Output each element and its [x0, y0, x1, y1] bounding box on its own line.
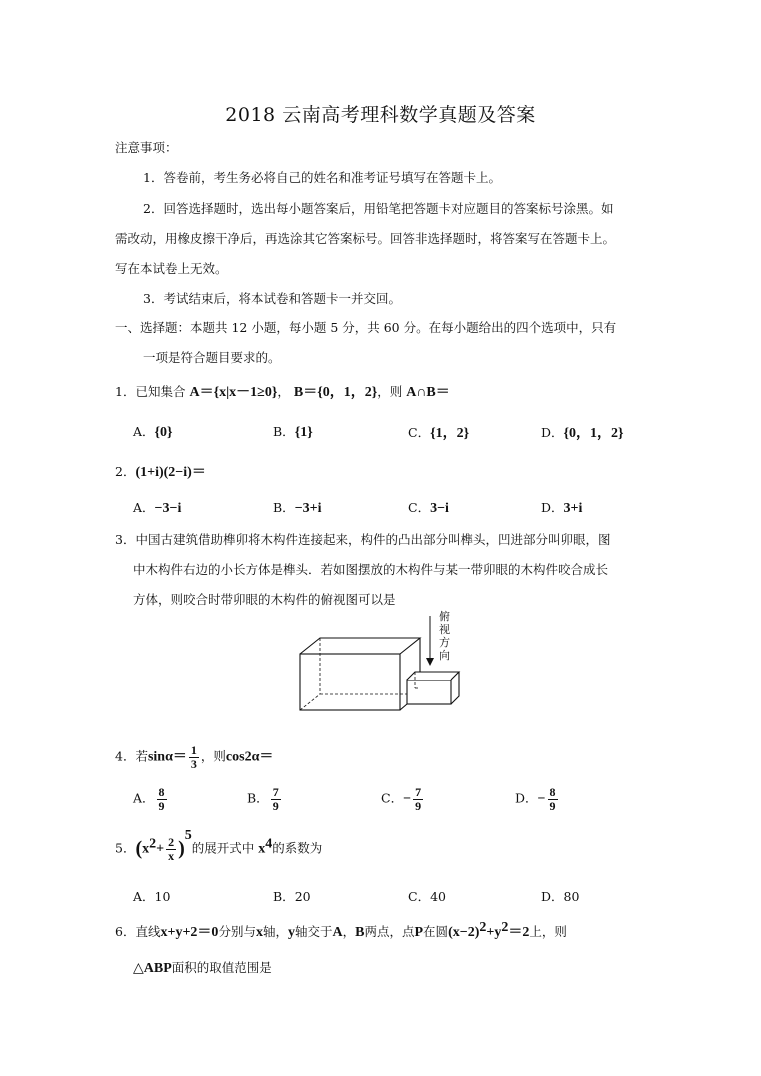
option-value: −3+i — [294, 501, 322, 516]
question-1 — [115, 381, 450, 401]
exponent: 2 — [479, 920, 487, 935]
q5-option-d[interactable] — [541, 887, 579, 905]
notice-item-3: 3．考试结束后，将本试卷和答题卡一并交回。 — [143, 291, 401, 306]
option-label: A． — [133, 889, 155, 904]
right-paren: ) — [178, 837, 185, 860]
question-3-line-3: 方体，则咬合时带卯眼的木构件的俯视图可以是 — [133, 592, 396, 607]
exponent: 2 — [501, 920, 509, 935]
question-number: 2． — [115, 464, 136, 479]
exponent: 5 — [184, 828, 192, 844]
numerator: 7 — [272, 785, 279, 799]
option-label: D． — [541, 425, 564, 440]
notice-item-2-line-1: 2．回答选择题时，选出每小题答案后，用铅笔把答题卡对应题目的答案标号涂黑。如 — [143, 201, 614, 216]
circle-equation: (x−2) — [448, 925, 480, 941]
expression: (1+i)(2−i)＝ — [135, 465, 206, 480]
option-label: D． — [541, 889, 564, 904]
section-heading-line-2: 一项是符合题目要求的。 — [143, 350, 281, 365]
question-text: 直线 — [135, 924, 161, 940]
option-value: {1，2} — [430, 426, 470, 441]
variable: y — [287, 925, 295, 941]
option-value: 80 — [563, 889, 580, 904]
option-value: −3−i — [154, 501, 182, 516]
expression: cos2α＝ — [225, 749, 274, 765]
option-label: B． — [273, 500, 295, 515]
option-value: {1} — [294, 425, 313, 440]
denominator: 3 — [190, 756, 197, 771]
option-value: 3−i — [430, 501, 449, 516]
option-label: A． — [133, 500, 155, 515]
q4-option-c[interactable] — [381, 786, 425, 812]
numerator: 8 — [549, 785, 556, 799]
set-b: B＝{0，1，2} — [293, 385, 378, 400]
line-equation: x+y+2＝0 — [160, 925, 219, 941]
arrow-head-icon — [426, 658, 434, 666]
option-value: {0} — [154, 425, 173, 440]
tenon-block-figure — [290, 608, 480, 718]
expression: x — [142, 841, 150, 857]
question-text: 的系数为 — [272, 840, 323, 856]
option-label: A． — [133, 790, 155, 806]
fraction — [189, 744, 199, 770]
option-value: 10 — [154, 889, 171, 904]
question-6-line-1 — [115, 920, 567, 941]
fraction — [166, 836, 176, 862]
option-label: D． — [515, 790, 538, 806]
q4-option-a[interactable] — [133, 786, 169, 812]
fraction — [271, 786, 281, 812]
large-block-top — [300, 638, 420, 654]
question-4 — [115, 744, 273, 770]
question-text: 两点，点 — [364, 924, 415, 940]
option-value: 3+i — [563, 501, 583, 516]
question-number: 3． — [115, 532, 136, 547]
question-text: 轴， — [262, 924, 288, 940]
view-label-char: 方 — [439, 636, 450, 649]
hidden-edge — [300, 694, 320, 710]
question-3-line-1 — [115, 530, 610, 548]
denominator: 9 — [158, 798, 165, 813]
exponent: 4 — [265, 836, 273, 852]
question-number: 5． — [115, 840, 136, 856]
question-text: 上，则 — [529, 924, 567, 940]
left-paren: ( — [135, 837, 143, 860]
option-label: C． — [408, 889, 431, 904]
q5-option-b[interactable] — [273, 887, 311, 905]
question-5 — [115, 828, 323, 863]
denominator: 9 — [272, 798, 279, 813]
question-text: 的展开式中 — [191, 840, 255, 856]
notice-item-1: 1．答卷前，考生务必将自己的姓名和准考证号填写在答题卡上。 — [143, 170, 501, 185]
fraction — [548, 786, 558, 812]
notice-heading: 注意事项： — [115, 140, 178, 155]
circle-equation: +y — [486, 925, 502, 941]
option-label: B． — [273, 424, 295, 439]
set-a: A＝{x|x－1≥0} — [189, 385, 278, 400]
question-text: 分别与 — [218, 924, 256, 940]
fraction — [413, 786, 423, 812]
q2-option-a[interactable] — [133, 498, 181, 517]
option-sign: − — [403, 791, 412, 807]
question-3-line-2: 中木构件右边的小长方体是榫头．若如图摆放的木构件与某一带卯眼的木构件咬合成长 — [133, 562, 609, 577]
question-text: 已知集合 — [135, 384, 186, 399]
q5-option-c[interactable] — [408, 887, 446, 905]
q4-option-b[interactable] — [247, 786, 283, 812]
question-number: 6． — [115, 924, 136, 940]
point: P — [414, 925, 424, 941]
q1-option-c[interactable] — [408, 422, 469, 442]
question-text: 在圆 — [423, 924, 449, 940]
view-label-char: 向 — [439, 649, 450, 662]
notice-item-2-line-3: 写在本试卷上无效。 — [115, 261, 228, 276]
q5-option-a[interactable] — [133, 887, 170, 905]
expression: sinα＝ — [147, 749, 187, 765]
option-label: B． — [247, 790, 269, 806]
option-value: 20 — [294, 889, 311, 904]
notice-item-2-line-2: 需改动，用橡皮擦干净后，再选涂其它答案标号。回答非选择题时，将答案写在答题卡上。 — [115, 231, 616, 246]
variable: x — [255, 925, 263, 941]
question-text: ，则 — [200, 748, 226, 764]
circle-equation: ＝2 — [508, 925, 530, 941]
option-label: D． — [541, 500, 564, 515]
large-block-bottom-edge — [400, 704, 407, 710]
question-text: ，则 — [377, 384, 403, 399]
q2-option-b[interactable] — [273, 498, 322, 517]
q1-option-d[interactable] — [541, 422, 624, 442]
triangle: △ABP — [133, 961, 172, 976]
point: A — [332, 925, 343, 941]
question-text: 中国古建筑借助榫卯将木构件连接起来，构件的凸出部分叫榫头，凹进部分叫卯眼，图 — [135, 532, 611, 547]
question-6-line-2 — [133, 958, 272, 977]
view-direction-label — [439, 610, 451, 662]
q4-option-d[interactable] — [515, 786, 560, 812]
numerator: 1 — [190, 743, 197, 757]
question-2 — [115, 461, 206, 481]
option-sign: − — [537, 791, 546, 807]
separator: ， — [277, 384, 290, 399]
separator: ， — [342, 924, 356, 940]
option-label: C． — [381, 790, 404, 806]
question-text: 面积的取值范围是 — [171, 960, 272, 975]
exponent: 2 — [149, 836, 157, 852]
question-number: 4． — [115, 748, 136, 764]
q2-option-d[interactable] — [541, 498, 582, 517]
section-heading-line-1: 一、选择题：本题共 12 小题，每小题 5 分，共 60 分。在每小题给出的四个选项中，只有 — [115, 320, 617, 335]
question-text: 若 — [135, 748, 148, 764]
option-label: B． — [273, 889, 295, 904]
tenon-front — [407, 680, 451, 704]
option-value: 40 — [430, 889, 446, 904]
expression: x — [258, 841, 266, 857]
question-number: 1． — [115, 384, 136, 399]
question-text: 轴交于 — [294, 924, 333, 940]
operator: + — [156, 841, 165, 857]
numerator: 2 — [168, 835, 175, 849]
denominator: x — [168, 848, 175, 863]
numerator: 7 — [415, 785, 422, 799]
expression: A∩B＝ — [406, 385, 450, 400]
view-label-char: 视 — [439, 623, 450, 636]
page-title: 2018 云南高考理科数学真题及答案 — [225, 104, 536, 126]
option-label: C． — [408, 425, 431, 440]
fraction — [157, 786, 167, 812]
large-block-front — [300, 654, 400, 710]
view-label-char: 俯 — [439, 610, 450, 623]
option-label: C． — [408, 500, 431, 515]
q2-option-c[interactable] — [408, 498, 449, 517]
q1-option-a[interactable] — [133, 422, 173, 441]
numerator: 8 — [158, 785, 165, 799]
option-value: {0，1，2} — [563, 426, 624, 441]
denominator: 9 — [549, 798, 556, 813]
option-label: A． — [133, 424, 155, 439]
denominator: 9 — [415, 798, 422, 813]
q1-option-b[interactable] — [273, 422, 313, 441]
point: B — [355, 925, 365, 941]
